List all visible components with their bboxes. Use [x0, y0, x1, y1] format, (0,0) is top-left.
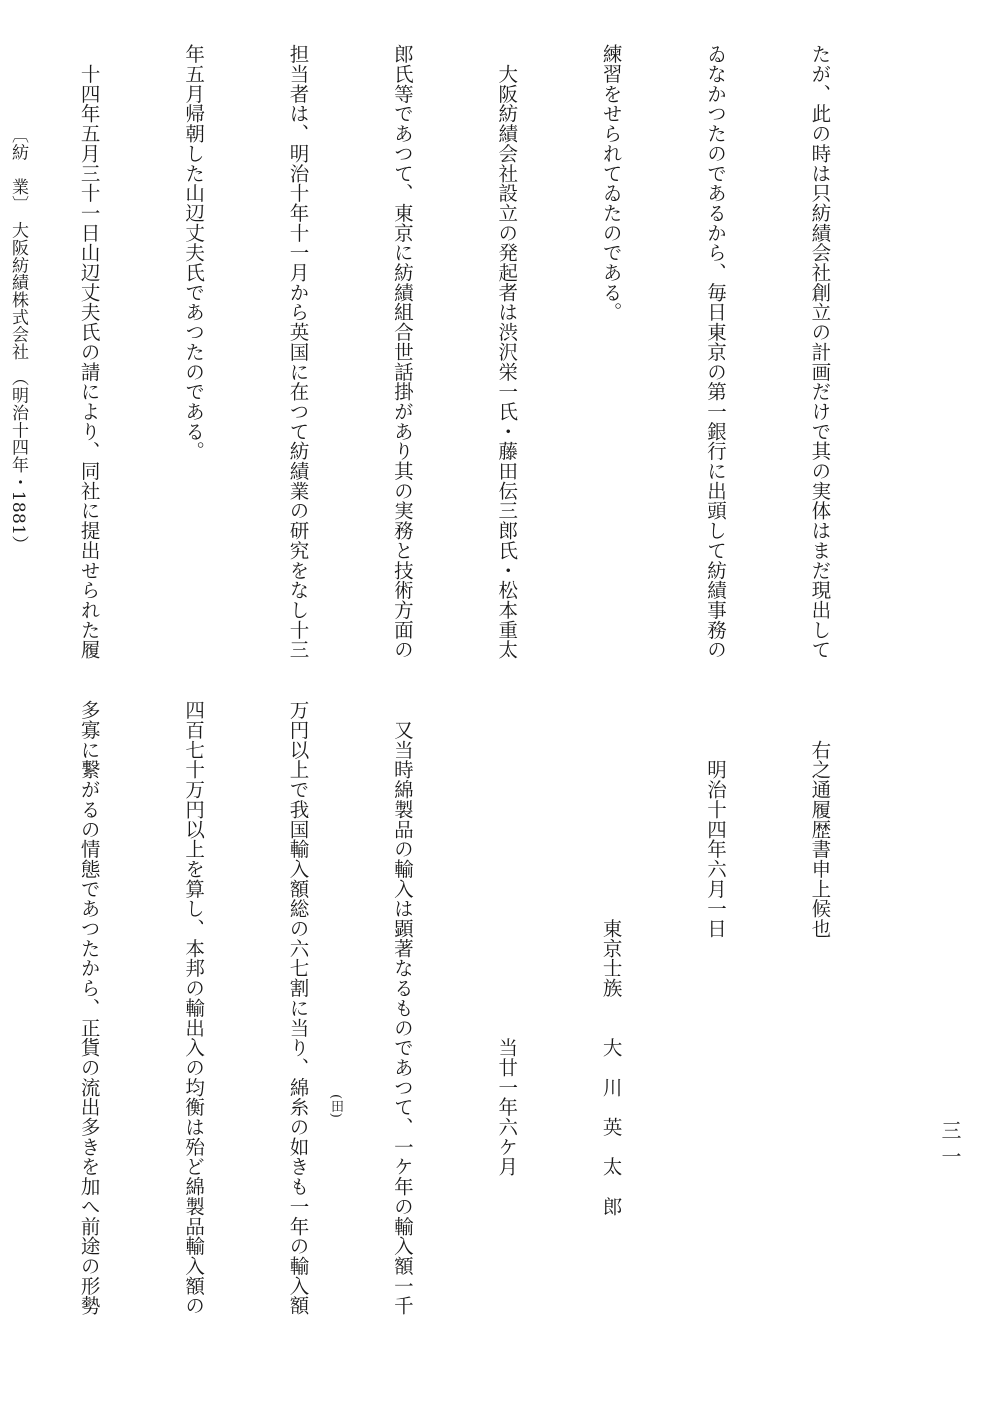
text-line: 担当者は、明治十年十一月から英国に在つて紡績業の研究をなし十三	[286, 44, 310, 660]
ruby-annotation	[328, 1094, 380, 1134]
ruby-text: (田)	[328, 1094, 343, 1119]
upper-text-block	[77, 44, 906, 660]
text-line	[0, 700, 1, 1256]
text-line: 四百七十万円以上を算し、本邦の輸出入の均衡は殆ど綿製品輸入額の	[182, 700, 206, 1316]
text-line: 練習をせられてゐたのである。	[599, 44, 623, 322]
text-line: 十四年五月三十一日山辺丈夫氏の請により、同社に提出せられた履	[77, 44, 101, 660]
text-line: 郎氏等であつて、東京に紡績組合世話掛があり其の実務と技術方面の	[390, 44, 414, 660]
text-line: ゐなかつたのであるから、毎日東京の第一銀行に出頭して紡績事務の	[704, 44, 728, 660]
lower-text-block	[77, 700, 906, 1316]
resume-date: 明治十四年六月一日	[704, 700, 728, 939]
text-line: 多寡に繋がるの情態であつたから、正貨の流出多きを加へ前途の形勢	[77, 700, 101, 1316]
resume-signature: 東京士族 大 川 英 太 郎	[599, 700, 623, 1217]
text-line: 又当時綿製品の輸入は顕著なるものであつて、一ケ年の輸入額一千	[390, 700, 414, 1316]
text-line: 万円以上で我国輸入額総の六七割に当り、綿糸の如きも一年の輸入額	[286, 700, 310, 1316]
page-number: 三一	[938, 1120, 962, 1172]
text-line: たが、此の時は只紡績会社創立の計画だけで其の実体はまだ現出して	[808, 44, 832, 660]
running-footer	[8, 126, 88, 686]
text-line: 年五月帰朝した山辺丈夫氏であつたのである。	[182, 44, 206, 461]
resume-closing: 右之通履歴書申上候也	[808, 700, 832, 939]
text-line: 大阪紡績会社設立の発起者は渋沢栄一氏・藤田伝三郎氏・松本重太	[495, 44, 519, 660]
resume-age: 当廿一年六ケ月	[495, 700, 519, 1177]
running-footer-text: 〔紡 業〕 大阪紡績株式会社 （明治十四年・1881）	[8, 126, 28, 553]
